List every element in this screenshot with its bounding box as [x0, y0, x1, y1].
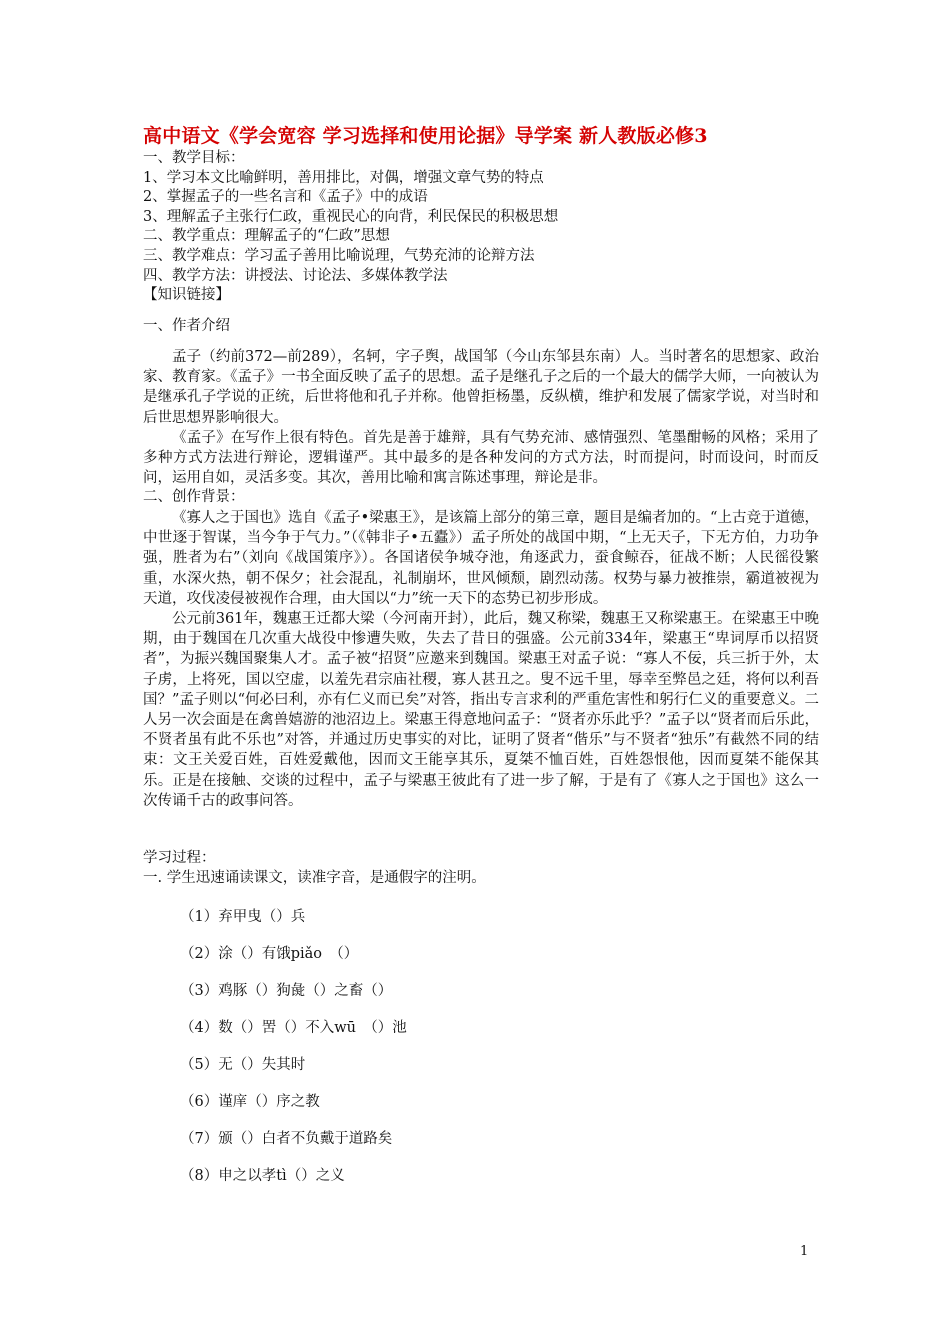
background-heading: 二、创作背景：	[143, 489, 245, 506]
process-task: 一. 学生迅速诵读课文，读准字音，是通假字的注明。	[143, 869, 486, 886]
pronunciation-item: （6）谨庠（）序之教	[180, 1094, 320, 1110]
process-section	[143, 849, 819, 888]
pronunciation-item: （4）数（）罟（）不入wū （）池	[180, 1020, 407, 1036]
knowledge-link-label: 【知识链接】	[143, 287, 230, 304]
author-heading-text: 一、作者介绍	[143, 318, 230, 334]
objective-item: 2、掌握孟子的一些名言和《孟子》中的成语	[143, 189, 428, 206]
objectives-heading: 一、教学目标：	[143, 150, 245, 166]
author-paragraph: 《孟子》在写作上很有特色。首先是善于雄辩，具有气势充沛、感情强烈、笔墨酣畅的风格；采用了多种方式方法进行辩论，逻辑谨严。其中最多的是各种发问的方式方法，时而提问，时而设问，时而反问，运用自如，灵活多变。其次，善用比喻和寓言陈述事理，辩论是非。	[143, 429, 819, 487]
key-point: 二、教学重点：理解孟子的“仁政”思想	[143, 228, 390, 245]
pronunciation-item: （1）弃甲曳（）兵	[180, 909, 306, 925]
document-title: 高中语文《学会宽容 学习选择和使用论据》导学案 新人教版必修3	[143, 125, 708, 147]
objective-item: 1、学习本文比喻鲜明，善用排比，对偶，增强文章气势的特点	[143, 169, 544, 186]
pronunciation-item: （5）无（）失其时	[180, 1057, 306, 1073]
teaching-methods: 四、教学方法：讲授法、讨论法、多媒体教学法	[143, 267, 448, 284]
pronunciation-item: （3）鸡豚（）狗彘（）之畜（）	[180, 983, 393, 999]
background-paragraph: 公元前361年，魏惠王迁都大梁（今河南开封），此后，魏又称梁，魏惠王又称梁惠王。在梁惠王中晚期，由于魏国在几次重大战役中惨遭失败，失去了昔日的强盛。公元前334年，梁惠王“卑词厚币以招贤者”，为振兴魏国聚集人才。孟子被“招贤”应邀来到魏国。梁惠王对孟子说：“寡人不佞，兵三折于外，太子虏，上将死，国以空虚，以羞先君宗庙社稷，寡人甚丑之。叟不远千里，辱幸至弊邑之廷，将何以利吾国？”孟子则以“何必曰利，亦有仁义而已矣”对答，指出专言求利的严重危害性和躬行仁义的重要意义。二人另一次会面是在禽兽嬉游的池沼边上。梁惠王得意地问孟子：“贤者亦乐此乎？”孟子以“贤者而后乐此，不贤者虽有此不乐也”对答，并通过历史事实的对比，证明了贤者“偕乐”与不贤者“独乐”有截然不同的结束：文王关爱百姓，百姓爱戴他，因而文王能享其乐，夏桀不恤百姓，百姓怨恨他，因而夏桀不能保其乐。正是在接触、交谈的过程中，孟子与梁惠王彼此有了进一步了解，于是有了《寡人之于国也》这么一次传诵千古的政事问答。	[143, 611, 819, 809]
background-paragraph: 《寡人之于国也》选自《孟子•梁惠王》，是该篇上部分的第三章，题目是编者加的。“上古竞于道德，中世逐于智谋，当今争于气力。”（《韩非子•五蠹》）孟子所处的战国中期，“上无天子，下无方伯，力功争强，胜者为右”（刘向《战国策序》）。各国诸侯争城夺池，角逐武力，蚕食鲸吞，征战不断；人民徭役繁重，水深火热，朝不保夕；社会混乱，礼制崩坏，世风倾颓，剧烈动荡。权势与暴力被推崇，霸道被视为天道，攻伐凌侵被视作合理，由大国以“力”统一天下的态势已初步形成。	[143, 510, 819, 607]
pronunciation-item: （7）颁（）白者不负戴于道路矣	[180, 1131, 393, 1147]
header-section	[143, 149, 819, 306]
pronunciation-item: （2）涂（）有饿piǎo （）	[180, 946, 359, 962]
difficulty: 三、教学难点：学习孟子善用比喻说理，气势充沛的论辩方法	[143, 247, 535, 264]
pronunciation-item: （8）申之以孝tì（）之义	[180, 1168, 345, 1184]
author-paragraph: 孟子（约前372—前289），名轲，字子舆，战国邹（今山东邹县东南）人。当时著名的思想家、政治家、教育家。《孟子》一书全面反映了孟子的思想。孟子是继孔子之后的一个最大的儒学大师，一向被认为是继承孔子学说的正统，后世将他和孔子并称。他曾拒杨墨，反纵横，维护和发展了儒家学说，对当时和后世思想界影响很大。	[143, 349, 819, 426]
author-section	[143, 347, 819, 811]
objective-item: 3、理解孟子主张行仁政，重视民心的向背，利民保民的积极思想	[143, 208, 559, 225]
process-heading: 学习过程：	[143, 850, 216, 866]
author-heading	[143, 317, 819, 337]
page-number: 1	[800, 1244, 809, 1259]
